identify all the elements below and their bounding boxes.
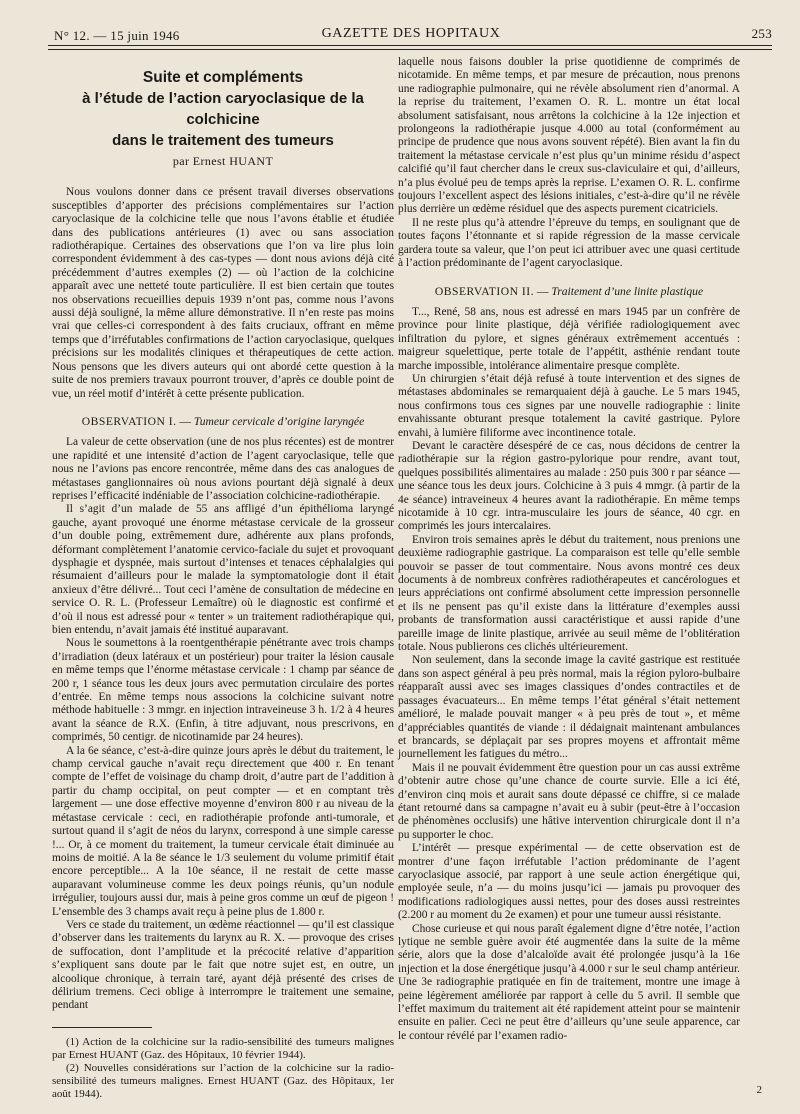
header-rule-thin	[48, 49, 772, 50]
paragraph: Un chirurgien s’était déjà refusé à toute intervention et des signes de métastases abdominales se remarquaient déjà à gauche. Le 5 mars 1945, nous confirmons tous ces signes par une nouvelle radiographie : linite envahissante obturant presque totalement la cavité gastrique. Pylore envahi, à lumière filiforme avec incontinence totale.	[398, 372, 740, 439]
footnote-1: (1) Action de la colchicine sur la radio-sensibilité des tumeurs malignes par Ernest HUANT (Gaz. des Hôpitaux, 10 février 1944).	[52, 1035, 394, 1061]
paragraph: Devant le caractère désespéré de ce cas, nous décidons de centrer la radiothérapie sur la région gastro-pylorique pour rendre, avant tout, quelques possibilités alimentaires au malade : 250 puis 300 r par séance — une séance tous les deux jours. Colchicine à 3 puis 4 mmgr. (à partir de la 4e séance) intraveineux 4 heures avant la radiothérapie. En même temps nicotamide à 10 cgr. intra-musculaire les jours de séance, 40 cgr. en comprimés les jours intercalaires.	[398, 439, 740, 533]
observation-2-heading: OBSERVATION II. — Traitement d’une linite plastique	[434, 284, 704, 298]
footnote-rule	[52, 1027, 152, 1028]
right-column	[398, 56, 740, 1043]
observation-2-label: OBSERVATION II.	[434, 284, 535, 298]
intro-paragraph: Nous voulons donner dans ce présent travail diverses observations susceptibles d’apporter des précisions complémentaires sur l’action caryoclasique de la colchicine telle que nous l’avons établie et étudiée dans des publications antérieures (1) avec ou sans association radiothérapique. Certaines des observations que l’on va lire plus loin correspondent évidemment à des cas-types — dont nous avions déjà cité précédemment d’autres exemples (2) — où l’action de la colchicine apparaît avec une netteté toute particulière. Il est bien certain que toutes nos observations recueillies depuis 1939 n’ont pas, comme nous l’avons aussi déjà souligné, la même allure démonstrative. Il n’en reste pas moins vrai que celles-ci correspondent à des faits cruciaux, offrant en même temps que d’irréfutables confirmations de l’action caryoclasique, quelques précisions sur les modalités cliniques et thérapeutiques de cette action. Nous pensons que les divers auteurs qui ont abordé cette question à la suite de nos premiers travaux pourront trouver, d’après ce double point de vue, un réel motif d’intérêt à cette présente publication.	[52, 186, 394, 400]
issue-date: N° 12. — 15 juin 1946	[54, 28, 180, 43]
paragraph: T..., René, 58 ans, nous est adressé en mars 1945 par un confrère de province pour linite plastique, déjà vérifiée radiologiquement avec infiltration du pylore, et signes généraux extrêmement accentués : maigreur squelettique, perte totale de l’appétit, asthénie rendant toute marche impossible, intolérance alimentaire presque complète.	[398, 305, 740, 372]
paragraph: Environ trois semaines après le début du traitement, nous prenions une deuxième radiographie gastrique. La comparaison est telle qu’elle semble pouvoir se passer de tout commentaire. Nous avons montré ces deux documents à de nombreux confrères radiothérapeutes et cancérologues et leurs appréciations ont confirmé absolument cette impression personnelle et ils ne pensent pas qu’il existe dans la littérature d’exemples aussi probants de transformation aussi caractéristique et aussi rapide d’une pareille image de linite plastique, arrivée au seuil même de l’oblitération totale. Nous publierons ces clichés ultérieurement.	[398, 533, 740, 654]
observation-2-title: Traitement d’une linite plastique	[551, 284, 704, 298]
article-title-line-1: Suite et compléments	[142, 69, 304, 86]
page-number: 253	[751, 26, 772, 41]
left-column	[52, 56, 394, 1101]
paragraph: Chose curieuse et qui nous paraît également digne d’être notée, l’action lytique ne semble guère avoir été augmentée dans la suite de la même série, alors que la dose d’alcaloïde avait été prolongée jusqu’à la 16e injection et la dose énergétique jusqu’à 4.000 r sur le seul champ antérieur. Une 3e radiographie pratiquée en fin de traitement, montre une image à peine légèrement améliorée par rapport à celle du 5 avril. Il semble que l’effet maximum du traitement ait été rapidement atteint pour se maintenir ensuite en palier. Ceci ne peut être d’ailleurs qu’une seule apparence, car le contour révélé par l’examen radio-	[398, 922, 740, 1042]
article-title-line-2: à l’étude de l’action caryoclasique de la colchicine	[82, 90, 364, 128]
paragraph: L’intérêt — presque expérimental — de cette observation est de montrer d’une façon irréfutable l’action prédominante de l’agent caryoclasique associé, par rapport à une seule action énergétique qui, employée seule, n’a — du moins jusqu’ici — jamais pu provoquer des modifications radiologiques aussi nettes, pour des doses aussi restreintes (2.200 r au moment du 2e examen) et pour une tumeur aussi résistante.	[398, 842, 740, 922]
signature-mark: 2	[756, 1084, 762, 1096]
header-rule	[48, 45, 772, 46]
article-title-line-3: dans le traitement des tumeurs	[112, 132, 334, 149]
paragraph: Nous le soumettons à la roentgenthérapie pénétrante avec trois champs d’irradiation (deux latéraux et un postérieur) pour traiter la lésion causale en même temps que l’énorme métastase cervicale : 1 champ par séance de 200 r, 1 séance tous les deux jours avec permutation circulaire des portes d’entrée. En même temps nous associons la colchicine suivant notre méthode habituelle : 3 mmgr. en injection intraveineuse 3 h. 1/2 à 4 heures avant la séance de R.X. (Enfin, à titre adjuvant, nous prescrivons, en comprimés, 50 centigr. de nicotinamide par 24 heures).	[52, 637, 394, 744]
paragraph: La valeur de cette observation (une de nos plus récentes) est de montrer une rapidité et une intensité d’action de l’agent caryoclasique, telle que nous ne l’avions pas encore rencontrée, même dans des cas analogues de métastases ganglionnaires où nous avions pourtant déjà signalé à deux reprises l’efficacité indéniable de l’association colchicine-radiothérapie.	[52, 436, 394, 502]
paragraph: Non seulement, dans la seconde image la cavité gastrique est restituée dans son aspect général à peu près normal, mais la région pyloro-bulbaire réapparaît aussi avec ses images classiques d’ondes contractiles et de passages évacuateurs... En même temps l’état général s’était nettement amélioré, le malade pouvait manger « à peu près de tout », et même d’appréciables quantités de viande : il dédaignait maintenant ambulances et brancards, se déplaçait par ses propres moyens et affrontait même journellement les fatigues du métro...	[398, 654, 740, 761]
footnotes	[52, 1036, 394, 1101]
observation-1-title: Tumeur cervicale d’origine laryngée	[193, 414, 365, 428]
observation-1-heading: OBSERVATION I. — Tumeur cervicale d’origine laryngée	[81, 414, 365, 428]
paragraph: Mais il ne pouvait évidemment être question pour un cas aussi extrême d’obtenir autre chose qu’une chance de courte survie. Elle a ici été, d’environ cinq mois et aurait sans doute dépassé ce chiffre, si ce malade étant retourné dans sa campagne n’avait eu à subir (peut-être à l’occasion de phénomènes occlusifs) une hâtive intervention chirurgicale dont il n’a pu supporter le choc.	[398, 761, 740, 841]
journal-title: GAZETTE DES HOPITAUX	[321, 26, 501, 41]
paragraph: A la 6e séance, c’est-à-dire quinze jours après le début du traitement, le champ cervical gauche n’avait reçu directement que 400 r. En tenant compte de l’effet de voisinage du champ droit, d’autre part de l’addition à partir du champ occipital, on peut compter — et en comptant très largement — une dose effective moyenne d’environ 800 r au niveau de la métastase cervicale : ceci, en radiothérapie profonde anti-tumorale, et surtout quand il s’agit de néos du larynx, correspond à une simple caresse !... Or, à ce moment du traitement, la tumeur cervicale était diminuée au moins de moitié. A la 8e séance le 1/3 seulement du volume primitif était encore perceptible... A la 10e séance, il ne restait de cette masse auparavant volumineuse comme les deux poings réunis, qu’un nodule irrégulier, toujours aussi dur, mais à peine gros comme un œuf de pigeon ! L’ensemble des 3 champs avait reçu à peine plus de 1.800 r.	[52, 744, 394, 918]
article-byline: par Ernest HUANT	[172, 154, 274, 168]
paragraph: Il ne reste plus qu’à attendre l’épreuve du temps, en soulignant que de toutes façons l’étonnante et si rapide régression de la masse cervicale gardera toute sa valeur, que l’on peut ici attribuer avec une quasi certitude à l’action prédominante de l’agent caryoclasique.	[398, 216, 740, 270]
article-title-block	[52, 68, 394, 168]
footnote-2: (2) Nouvelles considérations sur l’action de la colchicine sur la radio-sensibilité des tumeurs malignes. Ernest HUANT (Gaz. des Hôpitaux, 1er août 1944).	[52, 1061, 394, 1100]
paragraph: laquelle nous faisons doubler la prise quotidienne de comprimés de nicotamide. En même temps, et par mesure de précaution, nous prenons une radiographie pulmonaire, qui ne révèle absolument rien d’anormal. A la reprise du traitement, l’examen O. R. L. montre un état local absolument satisfaisant, nous arrêtons la colchicine à la 12e injection et prolongeons la radiothérapie jusque 4.000 au total (conformément au principe de prudence que nous avons souvent répété). Bien avant la fin du traitement la métastase cervicale n’est plus qu’un minime résidu d’aspect calcifié qu’il faut chercher dans le creux sus-claviculaire et qui, d’ailleurs, n’a plus évolué peu de temps après la reprise. L’examen O. R. L. confirme toujours l’excellent aspect des lésions initiales, c’est-à-dire qu’il ne révèle plus derrière un œdème résiduel que des aspects purement cicatriciels.	[398, 56, 740, 216]
page-header	[46, 24, 776, 44]
observation-1-label: OBSERVATION I.	[81, 414, 177, 428]
paragraph: Il s’agit d’un malade de 55 ans affligé d’un épithélioma laryngé gauche, ayant provoqué une énorme métastase cervicale de la grosseur d’un double poing, extrêmement dure, adhérente aux plans profonds, déformant complètement l’anatomie cervico-faciale du sujet et provoquant dysphagie et dyspnée, mais surtout d’intenses et tenaces céphalalgies qui résumaient d’ailleurs pour le malade la symptomatologie dont il était anxieux d’être délivré... Tout ceci l’amène de consultation de médecine en service O. R. L. (Professeur Lemaître) où le diagnostic est confirmé et d’où il nous est adressé pour « tenter » un traitement radiothérapique qui, bien entendu, n’avait jamais été institué auparavant.	[52, 503, 394, 636]
paragraph: Vers ce stade du traitement, un œdème réactionnel — qu’il est classique d’observer dans les traitements du larynx au R. X. — provoque des crises de suffocation, dont l’amplitude et la précocité relative d’apparition s’expliquent sans doute par le fait que notre sujet est, en outre, un alcoolique chronique, à terrain taré, ayant déjà présenté des crises de délirium tremens. Ceci oblige à interrompre le traitement une semaine, pendant	[52, 918, 394, 1012]
